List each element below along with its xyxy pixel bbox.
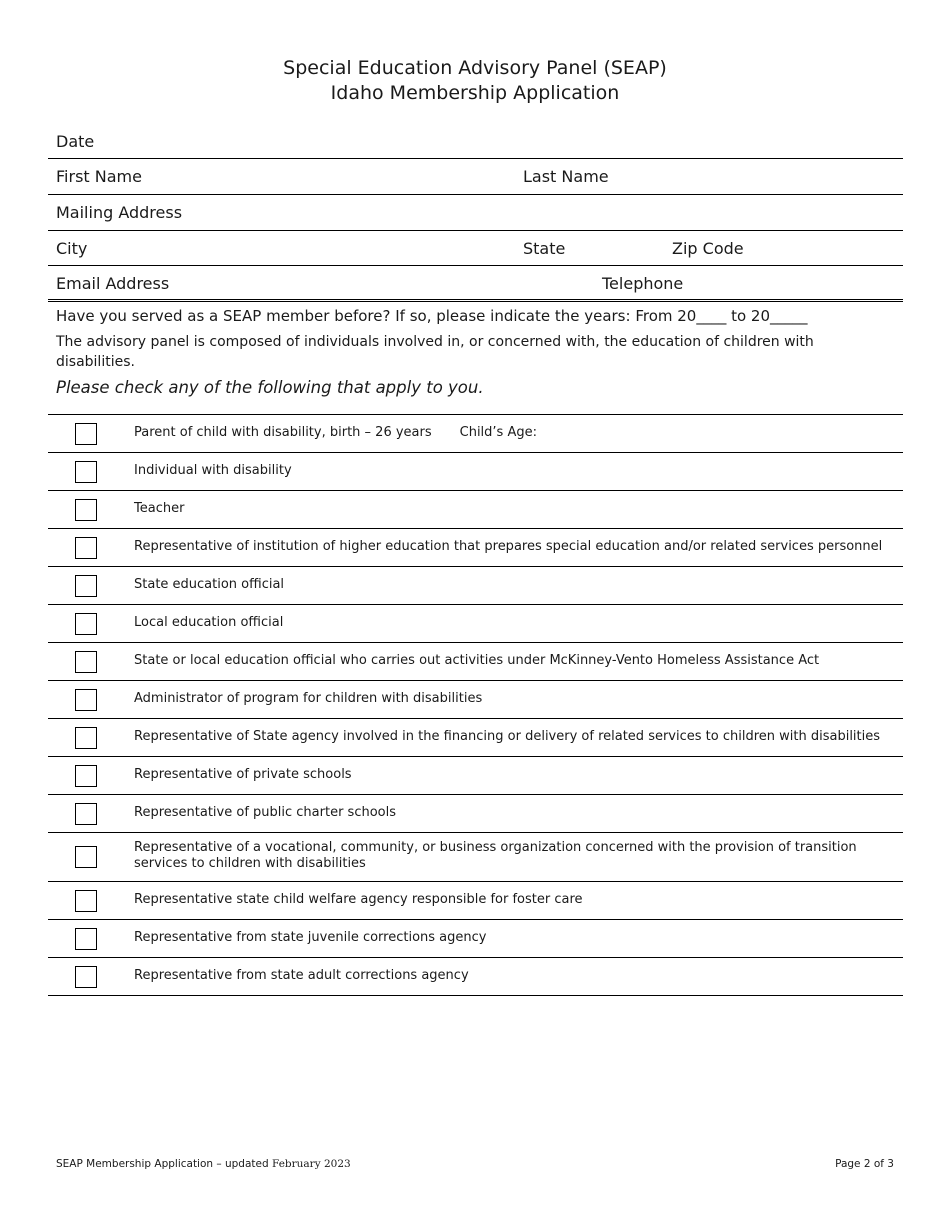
checkbox-vocational-organization[interactable]: [75, 846, 97, 868]
item-label: Representative from state juvenile corrections agency: [134, 930, 487, 945]
list-item: [48, 529, 903, 567]
checkbox-administrator[interactable]: [75, 689, 97, 711]
zip-code-label: Zip Code: [672, 239, 744, 258]
list-item: [48, 453, 903, 491]
list-item: [48, 491, 903, 529]
item-label: Representative from state adult corrections agency: [134, 968, 469, 983]
list-item: [48, 920, 903, 958]
contact-fields: [48, 124, 903, 302]
first-name-label: First Name: [56, 167, 142, 186]
item-label: Representative of a vocational, community, or business organization concerned with the provision of transition services to children with disabilities: [134, 840, 857, 871]
checklist-instruction: Please check any of the following that apply to you.: [56, 378, 484, 397]
form-title: [0, 56, 950, 106]
item-label: Representative of institution of higher education that prepares special education and/or related services personnel: [134, 539, 883, 554]
date-label: Date: [56, 132, 95, 151]
item-label: Representative of State agency involved in the financing or delivery of related services to children with disabilities: [134, 729, 881, 744]
item-label: Teacher: [134, 501, 185, 516]
list-item: [48, 415, 903, 453]
item-label: Administrator of program for children with disabilities: [134, 691, 483, 706]
checkbox-local-education-official[interactable]: [75, 613, 97, 635]
list-item: [48, 833, 903, 882]
checkbox-juvenile-corrections[interactable]: [75, 928, 97, 950]
item-label: Local education official: [134, 615, 284, 630]
item-label: Individual with disability: [134, 463, 292, 478]
list-item: [48, 567, 903, 605]
list-item: [48, 757, 903, 795]
state-label: State: [523, 239, 566, 258]
checkbox-private-schools[interactable]: [75, 765, 97, 787]
item-label: State or local education official who carries out activities under McKinney-Vento Homeless Assistance Act: [134, 653, 820, 668]
email-address-label: Email Address: [56, 274, 170, 293]
list-item: [48, 681, 903, 719]
city-state-zip-row[interactable]: [48, 231, 903, 266]
footer-date: February 2023: [271, 1158, 351, 1170]
intro-section: [56, 306, 896, 400]
checkbox-charter-schools[interactable]: [75, 803, 97, 825]
item-label: Parent of child with disability, birth – 26 years: [134, 425, 432, 440]
checkbox-adult-corrections[interactable]: [75, 966, 97, 988]
role-checklist: [48, 414, 903, 996]
telephone-label: Telephone: [602, 274, 684, 293]
list-item: [48, 795, 903, 833]
checkbox-higher-education[interactable]: [75, 537, 97, 559]
checkbox-parent[interactable]: [75, 423, 97, 445]
item-label: Representative of public charter schools: [134, 805, 396, 820]
list-item: [48, 719, 903, 757]
item-label: Representative of private schools: [134, 767, 352, 782]
childs-age-label: Child’s Age:: [459, 425, 537, 440]
name-row[interactable]: [48, 159, 903, 195]
checkbox-mckinney-vento[interactable]: [75, 651, 97, 673]
mailing-address-label: Mailing Address: [56, 203, 183, 222]
page-footer: [56, 1158, 894, 1170]
last-name-label: Last Name: [523, 167, 609, 186]
checkbox-child-welfare[interactable]: [75, 890, 97, 912]
city-label: City: [56, 239, 88, 258]
list-item: [48, 643, 903, 681]
checkbox-individual-with-disability[interactable]: [75, 461, 97, 483]
checkbox-state-education-official[interactable]: [75, 575, 97, 597]
item-label: Representative state child welfare agency responsible for foster care: [134, 892, 583, 907]
item-label: State education official: [134, 577, 285, 592]
footer-doc-label: SEAP Membership Application – updated: [56, 1158, 269, 1170]
prior-service-question: Have you served as a SEAP member before? If so, please indicate the years: From 20____ to 20_____: [56, 307, 808, 325]
list-item: [48, 605, 903, 643]
mailing-address-row[interactable]: [48, 195, 903, 231]
page-number: Page 2 of 3: [835, 1158, 894, 1170]
list-item: [48, 958, 903, 996]
title-line-2: Idaho Membership Application: [330, 82, 620, 104]
checkbox-teacher[interactable]: [75, 499, 97, 521]
panel-description: The advisory panel is composed of individuals involved in, or concerned with, the education of children with disabilities.: [56, 334, 814, 370]
title-line-1: Special Education Advisory Panel (SEAP): [283, 57, 667, 79]
checkbox-state-agency[interactable]: [75, 727, 97, 749]
list-item: [48, 882, 903, 920]
email-telephone-row[interactable]: [48, 266, 903, 302]
date-row[interactable]: [48, 124, 903, 159]
